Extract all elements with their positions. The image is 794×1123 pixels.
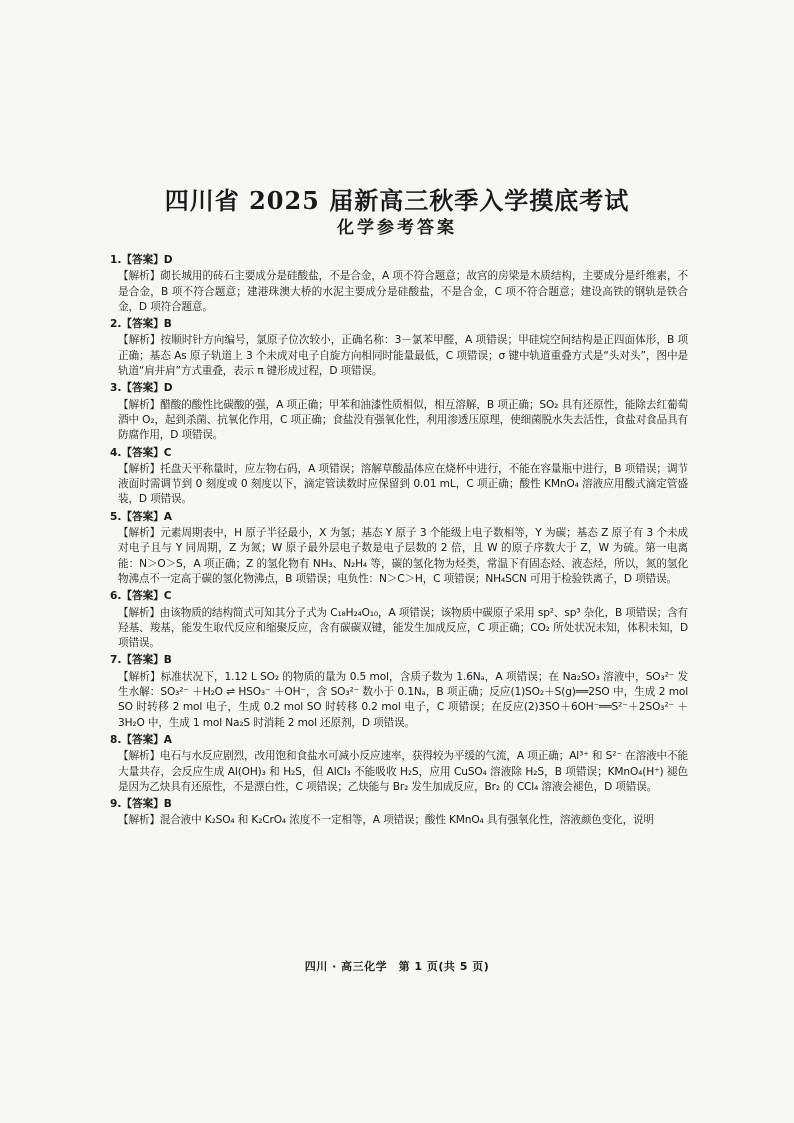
answer-item-1 (110, 253, 688, 315)
answer-line: 2.【答案】B (110, 318, 172, 331)
explanation-text: 【解析】托盘天平称量时，应左物右码，A 项错误；溶解草酸晶体应在烧杯中进行，不能在容量瓶中进行，B 项错误；调节液面时需调节到 0 刻度或 0 刻度以下，滴定管读数时应保留到 0.01 mL，C 项正确；酸性 KMnO₄ 溶液应用酸式滴定管盛装，D 项错误。 (118, 462, 688, 506)
explanation-text: 【解析】标准状况下，1.12 L SO₂ 的物质的量为 0.5 mol，含质子数为 1.6Nₐ，A 项错误；在 Na₂SO₃ 溶液中，SO₃²⁻ 发生水解：SO₃²⁻ ＋H₂O ⇌ HSO₃⁻ ＋OH⁻，含 SO₃²⁻ 数小于 0.1Nₐ，B 项正确；反应(1)SO₂＋S(g)══2SO 中，生成 2 mol SO 时转移 2 mol 电子，生成 0.2 mol SO 时转移 0.2 mol 电子，C 项错误；在反应(2)3SO＋6OH⁻══S²⁻＋2SO₃²⁻ ＋3H₂O 中，生成 1 mol Na₂S 时消耗 2 mol 还原剂，D 项错误。 (118, 670, 688, 729)
answer-item-6 (110, 589, 688, 651)
answer-line: 7.【答案】B (110, 654, 172, 667)
answer-line: 6.【答案】C (110, 590, 172, 603)
answer-item-4 (110, 446, 688, 508)
page-title: 四川省 2025 届新高三秋季入学摸底考试 (164, 186, 630, 215)
answer-item-8 (110, 733, 688, 795)
page-subtitle: 化学参考答案 (337, 218, 457, 238)
answer-line: 9.【答案】B (110, 798, 172, 811)
explanation-text: 【解析】混合液中 K₂SO₄ 和 K₂CrO₄ 浓度不一定相等，A 项错误；酸性 KMnO₄ 具有强氧化性，溶液颜色变化，说明 (118, 814, 654, 827)
answer-item-9 (110, 797, 688, 829)
answer-item-7 (110, 653, 688, 730)
page-footer: 四川 · 高三化学 第 1 页(共 5 页) (304, 960, 490, 973)
answer-line: 8.【答案】A (110, 733, 172, 746)
answer-list (110, 253, 688, 831)
explanation-text: 【解析】由该物质的结构简式可知其分子式为 C₁₈H₂₄O₁₀，A 项错误；该物质中碳原子采用 sp²、sp³ 杂化，B 项错误；含有羟基、羧基，能发生取代反应和缩聚反应，含有碳碳双键，能发生加成反应，C 项正确；CO₂ 所处状况未知，体积未知，D 项错误。 (118, 606, 688, 650)
answer-line: 5.【答案】A (110, 510, 172, 523)
explanation-text: 【解析】电石与水反应剧烈，改用饱和食盐水可减小反应速率，获得较为平缓的气流，A 项正确；Al³⁺ 和 S²⁻ 在溶液中不能大量共存，会反应生成 Al(OH)₃ 和 H₂S，但 AlCl₃ 不能吸收 H₂S，应用 CuSO₄ 溶液除 H₂S，B 项错误；KMnO₄(H⁺) 褪色是因为乙炔具有还原性，不是漂白性，C 项错误；乙炔能与 Br₂ 发生加成反应，Br₂ 的 CCl₄ 溶液会褪色，D 项错误。 (118, 750, 688, 793)
answer-item-2 (110, 317, 688, 379)
explanation-text: 【解析】元素周期表中，H 原子半径最小，X 为氢；基态 Y 原子 3 个能级上电子数相等，Y 为碳；基态 Z 原子有 3 个未成对电子且与 Y 同周期，Z 为氮；W 原子最外层电子数是电子层数的 2 倍，且 W 的原子序数大于 Z，W 为硫。第一电离能：N＞O＞S，A 项正确；Z 的氢化物有 NH₃、N₂H₄ 等，碳的氢化物为烃类，常温下有固态烃、液态烃，所以，氮的氢化物沸点不一定高于碳的氢化物沸点，B 项错误；电负性：N＞C＞H，C 项错误；NH₄SCN 可用于检验铁离子，D 项错误。 (118, 527, 688, 585)
answer-line: 3.【答案】D (110, 382, 173, 395)
explanation-text: 【解析】按顺时针方向编号，氯原子位次较小，正确名称：3－氯苯甲醛，A 项错误；甲硅烷空间结构是正四面体形，B 项正确；基态 As 原子轨道上 3 个未成对电子自旋方向相同时能量最低，C 项错误；σ 键中轨道重叠方式是“头对头”，图中是轨道“肩并肩”方式重叠，表示 π 键形成过程，D 项错误。 (118, 334, 688, 378)
answer-line: 1.【答案】D (110, 254, 173, 266)
explanation-text: 【解析】醋酸的酸性比碳酸的强，A 项正确；甲苯和油漆性质相似，相互溶解，B 项正确；SO₂ 具有还原性，能除去红葡萄酒中 O₂，起到杀菌、抗氧化作用，C 项正确；食盐没有强氧化性，利用渗透压原理，使细菌脱水失去活性，食盐对食品具有防腐作用，D 项错误。 (118, 398, 688, 442)
answer-line: 4.【答案】C (110, 446, 172, 459)
answer-item-5 (110, 510, 688, 587)
explanation-text: 【解析】砌长城用的砖石主要成分是硅酸盐，不是合金，A 项不符合题意；故宫的房梁是木质结构，主要成分是纤维素，不是合金，B 项不符合题意；建港珠澳大桥的水泥主要成分是硅酸盐，不是合金，C 项不符合题意；建设高铁的钢轨是铁合金，D 项符合题意。 (118, 270, 688, 313)
answer-item-3 (110, 381, 688, 443)
